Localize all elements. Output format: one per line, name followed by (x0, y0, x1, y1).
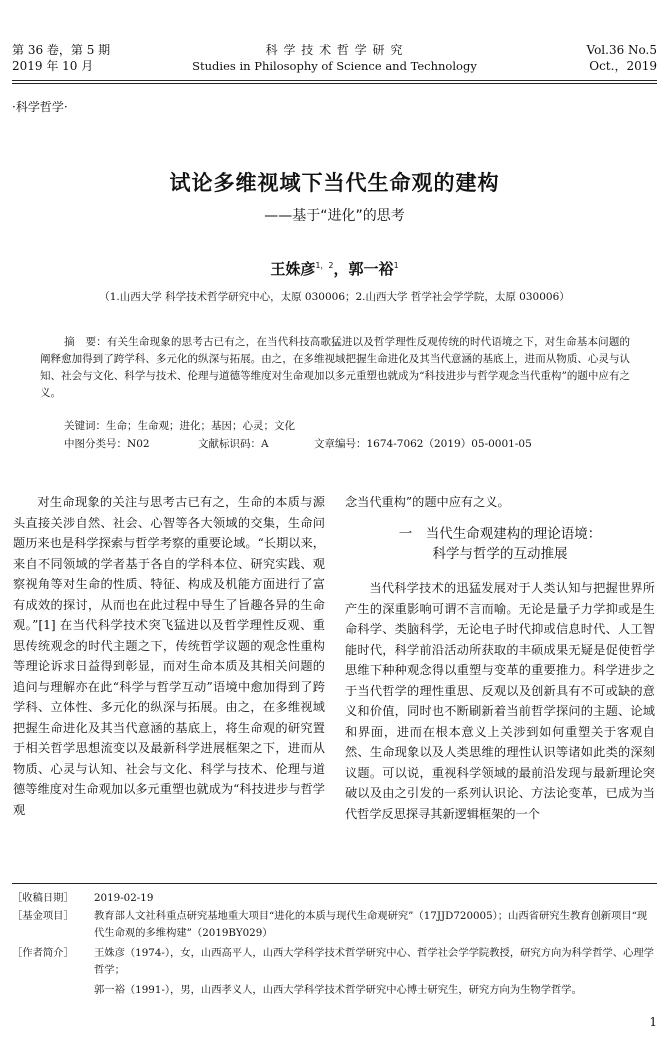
journal-name (0, 42, 669, 74)
received-date (12, 890, 657, 907)
author-line (0, 258, 669, 279)
header-rule (12, 80, 657, 81)
body-paragraph: 当代科学技术的迅猛发展对于人类认知与把握世界所产生的深重影响可谓不言而喻。无论是量子力学抑或是生命科学、类脑科学，无论电子时代抑或信息时代、人工智能时代，科学前沿活动所获取的丰硕成果无疑是促使哲学思维下种种观念得以重塑与变革的重要推力。科学进步之于当代哲学的理性重思、反观以及创新具有不可或缺的意义和价值，同时也不断刷新着当前哲学探问的主题、论域和界面，进而在根本意义上关涉到如何重塑关于客观自然、生命现象以及人类思维的理性认识等诸如此类的深刻议题。可以说，重视科学领域的最前沿发现与最新理论突破以及由之引发的一系列认识论、方法论变革，已成为当代哲学反思探寻其新逻辑框架的一个 (345, 581, 655, 821)
volume-issue: 第 36 卷，第 5 期 (12, 43, 111, 57)
received-value: 2019-02-19 (94, 892, 154, 904)
article-no-label: 文章编号： (314, 438, 367, 450)
author-separator: ， (333, 260, 349, 278)
author-info-text: 郭一裕（1991-），男，山西孝义人，山西大学科学技术哲学研究中心博士研究生，研究方向为生物学哲学。 (94, 984, 582, 996)
affiliation: （1.山西大学 科学技术哲学研究中心，太原 030006；2.山西大学 哲学社会学学院，太原 030006） (99, 291, 570, 303)
abstract-label: 摘 要： (64, 336, 107, 348)
keywords (64, 418, 295, 435)
clc-code: N02 (127, 438, 150, 450)
keywords-label: 关键词： (64, 420, 106, 432)
article-title: 试论多维视域下当代生命观的建构 (169, 171, 500, 195)
doc-code-label: 文献标识码： (198, 438, 261, 450)
fund-info (12, 908, 657, 942)
journal-issue-en (587, 42, 658, 74)
author-name: 王姝彦 (270, 260, 316, 278)
affiliation-marker: 1 (393, 261, 399, 270)
section-heading (345, 524, 655, 564)
header-rule-thin (12, 83, 657, 84)
column-tag: ·科学哲学· (12, 100, 68, 114)
doc-code-value: A (261, 438, 269, 450)
fund-text: 教育部人文社科重点研究基地重大项目“进化的本质与现代生命观研究”（17JJD720005）；山西省研究生教育创新项目“现代生命观的多维构建”（2019BY029） (94, 910, 648, 939)
issue-date: 2019 年 10 月 (12, 59, 94, 73)
article-number (314, 436, 532, 453)
keywords-text: 生命；生命观；进化；基因；心灵；文化 (106, 420, 295, 432)
body-paragraph-continued: 念当代重构”的题中应有之义。 (345, 495, 510, 509)
volume-issue-en: Vol.36 No.5 (586, 43, 657, 57)
document-code (198, 436, 269, 453)
fund-label: ［基金项目］ (12, 910, 74, 922)
footnote-rule (12, 883, 657, 884)
abstract-text: 有关生命现象的思考古已有之，在当代科技高歌猛进以及哲学理性反观传统的时代语境之下，对生命基本问题的阐释愈加得到了跨学科、多元化的纵深与拓展。由之，在多维视域把握生命进化及其当代意涵的基底上，进而从物质、心灵与认知、社会与文化、科学与技术、伦理与道德等维度对生命观加以多元重塑也就成为“科技进步与哲学观念当代重构”的题中应有之义。 (40, 336, 631, 399)
author-info-label: ［作者简介］ (12, 947, 74, 959)
body-paragraph: 对生命现象的关注与思考古已有之，生命的本质与源头直接关涉自然、社会、心智等各大领域的交集，生命问题历来也是科学探索与哲学考察的重要论域。“长期以来，来自不同领域的学者基于各自的学科本位、研究实践、观察视角等对生命的性质、特征、构成及机能方面进行了富有成效的探讨，从而也在此过程中导生了旨趣各异的生命观。”[1] 在当代科学技术突飞猛进以及哲学理性反观、重思传统观念的时代主题之下，传统哲学议题的观念性重构等理论诉求日益得到彰显，而对生命本质及其相关问题的追问与理解亦在此“科学与哲学互动”语境中愈加得到了跨学科、立体性、多元化的纵深与拓展。由之，在多维视域把握生命进化及其当代意涵的基底上，将生命观的研究置于相关哲学思想流变以及最新科学进展框架之下，进而从物质、心灵与认知、社会与文化、科学与技术、伦理与道德等维度对生命观加以多元重塑也就成为“科技进步与哲学观 (13, 495, 325, 817)
section-heading-line: 科学与哲学的互动推展 (432, 546, 568, 562)
issue-date-en: Oct.，2019 (589, 59, 657, 73)
author-info-text: 王姝彦（1974-），女，山西高平人，山西大学科学技术哲学研究中心、哲学社会学学院教授，研究方向为科学哲学、心理学哲学； (94, 947, 654, 976)
affiliation-marker: 1，2 (315, 261, 334, 270)
section-heading-line: 一 当代生命观建构的理论语境： (398, 526, 602, 542)
article-no-value: 1674-7062（2019）05-0001-05 (366, 438, 532, 450)
author-name: 郭一裕 (348, 260, 394, 278)
clc-label: 中图分类号： (64, 438, 127, 450)
page-number: 1 (649, 1015, 657, 1029)
author-info (12, 945, 657, 999)
article-subtitle: ——基于“进化”的思考 (264, 208, 405, 224)
received-label: ［收稿日期］ (12, 892, 74, 904)
journal-name-cn: 科 学 技 术 哲 学 研 究 (265, 43, 404, 57)
abstract (40, 334, 630, 402)
journal-name-en: Studies in Philosophy of Science and Technology (192, 59, 477, 73)
classification-line (64, 436, 624, 453)
